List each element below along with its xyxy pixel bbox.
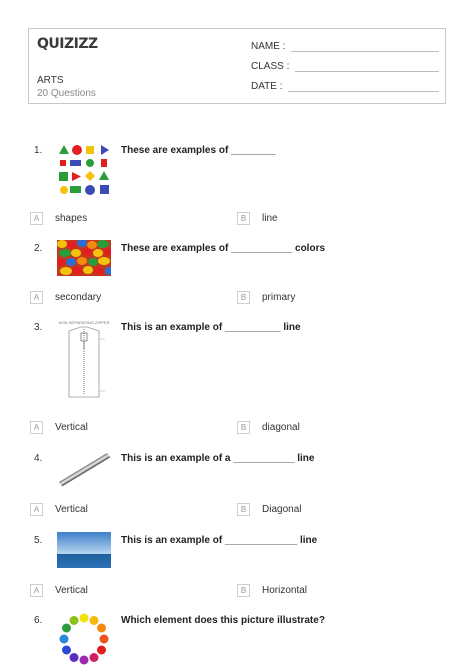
option-text: Vertical <box>55 504 88 515</box>
option-text: primary <box>262 292 296 303</box>
question-text: This is an example of __________ line <box>121 322 301 333</box>
worksheet-header <box>28 28 446 104</box>
question-text: This is an example of a ___________ line <box>121 453 315 464</box>
question-number: 1. <box>34 145 43 156</box>
question-text: Which element does this picture illustrate? <box>121 615 325 626</box>
option-letter: B <box>237 421 250 434</box>
option-letter: B <box>237 212 250 225</box>
option-b[interactable] <box>237 291 295 304</box>
question-text: These are examples of ___________ colors <box>121 243 326 254</box>
option-letter: B <box>237 584 250 597</box>
question-text: This is an example of _____________ line <box>121 535 318 546</box>
option-letter: A <box>30 212 43 225</box>
color-wheel-image <box>57 612 111 668</box>
option-b[interactable] <box>237 503 301 516</box>
option-a[interactable] <box>30 421 88 434</box>
zipper-caption: NON-SEPARATING ZIPPER <box>58 320 110 325</box>
question-number: 4. <box>34 453 43 464</box>
option-text: shapes <box>55 213 88 224</box>
option-letter: A <box>30 584 43 597</box>
date-field[interactable] <box>251 81 439 92</box>
zipper-image <box>57 320 111 404</box>
option-b[interactable] <box>237 212 278 225</box>
worksheet-topic: ARTS <box>37 75 64 86</box>
diagonal-rail-image <box>57 449 111 489</box>
geometric-shapes-image <box>57 143 111 197</box>
option-a[interactable] <box>30 212 87 225</box>
quizizz-logo: QUIZIZZ <box>37 36 98 52</box>
colorful-candies-image <box>57 240 111 276</box>
option-a[interactable] <box>30 291 101 304</box>
option-letter: A <box>30 421 43 434</box>
option-text: secondary <box>55 292 102 303</box>
option-letter: A <box>30 291 43 304</box>
date-label: DATE : <box>251 81 283 92</box>
name-label: NAME : <box>251 41 286 52</box>
name-field[interactable] <box>251 41 439 52</box>
question-number: 6. <box>34 615 43 626</box>
option-text: Horizontal <box>262 585 308 596</box>
question-number: 3. <box>34 322 43 333</box>
option-text: Diagonal <box>262 504 302 515</box>
option-b[interactable] <box>237 584 307 597</box>
class-label: CLASS : <box>251 61 290 72</box>
class-blank-line[interactable] <box>295 62 439 72</box>
option-text: Vertical <box>55 422 88 433</box>
question-number: 5. <box>34 535 43 546</box>
ocean-horizon-image <box>57 532 111 568</box>
option-text: diagonal <box>262 422 300 433</box>
name-blank-line[interactable] <box>291 42 439 52</box>
option-text: line <box>262 213 278 224</box>
option-text: Vertical <box>55 585 88 596</box>
question-text: These are examples of ________ <box>121 145 276 156</box>
question-number: 2. <box>34 243 43 254</box>
option-letter: B <box>237 503 250 516</box>
zipper-drawing <box>57 325 111 401</box>
option-a[interactable] <box>30 584 88 597</box>
question-count: 20 Questions <box>37 88 96 99</box>
option-b[interactable] <box>237 421 300 434</box>
option-letter: A <box>30 503 43 516</box>
class-field[interactable] <box>251 61 439 72</box>
option-letter: B <box>237 291 250 304</box>
option-a[interactable] <box>30 503 88 516</box>
date-blank-line[interactable] <box>288 82 439 92</box>
